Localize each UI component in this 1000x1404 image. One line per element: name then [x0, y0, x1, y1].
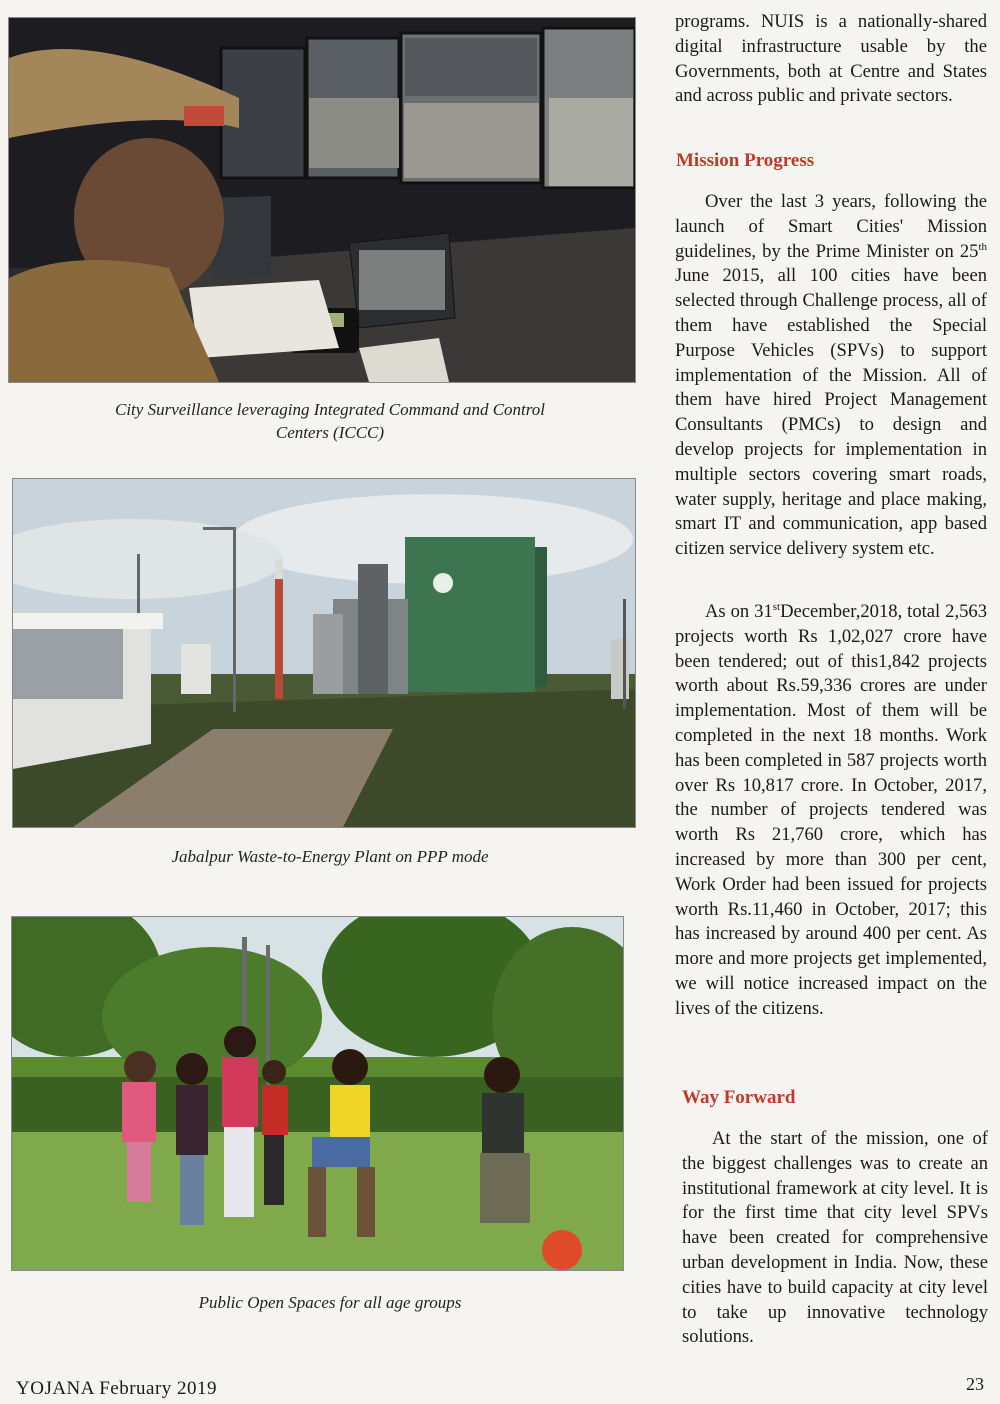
progress-paragraph-1: Over the last 3 years, following the launch of Smart Cities' Mission guidelines, by the Prime Minister on 25th June 2015, all 100 cities have been selected through Challenge process, all of them have established the Special Purpose Vehicles (SPVs) to support implementation of the Mission. All of them have hired Project Management Consultants (PMCs) to design and develop projects for implementation in multiple sectors covering smart roads, water supply, heritage and place making, smart IT and communication, app based citizen service delivery system etc. — [675, 191, 987, 560]
way-forward-heading: Way Forward — [682, 1087, 796, 1108]
plant-photo — [12, 478, 636, 828]
surveillance-photo — [8, 17, 636, 383]
intro-paragraph: programs. NUIS is a nationally-shared digital infrastructure usable by the Governments, both at Centre and States and across public and private sectors. — [675, 11, 987, 107]
caption-park: Public Open Spaces for all age groups — [198, 1293, 462, 1312]
park-photo — [11, 916, 624, 1271]
caption-surveillance: City Surveillance leveraging Integrated Command and Control Centers (ICCC) — [115, 400, 545, 442]
progress-column-2 — [675, 600, 987, 1022]
progress-column-1 — [675, 190, 987, 562]
caption-plant: Jabalpur Waste-to-Energy Plant on PPP mode — [171, 847, 489, 866]
footer-publication: YOJANA February 2019 — [16, 1378, 218, 1399]
article-column — [675, 10, 987, 109]
mission-progress-heading: Mission Progress — [676, 150, 815, 171]
forward-column — [682, 1127, 988, 1350]
page-number: 23 — [966, 1374, 984, 1394]
progress-paragraph-2: As on 31stDecember,2018, total 2,563 projects worth Rs 1,02,027 crore have been tendered; out of this1,842 projects worth about Rs.59,336 crores are under implementation. Most of them will be completed in the next 18 months. Work has been completed in 587 projects worth over Rs 10,817 crore. In October, 2017, the number of projects tendered was worth Rs 21,760 crore, which has increased by more than 300 per cent, Work Order had been issued for projects worth Rs.11,460 in October, 2017; this has increased by around 400 per cent. As more and more projects get implemented, we will notice increased impact on the lives of the citizens. — [675, 600, 987, 1019]
forward-paragraph: At the start of the mission, one of the biggest challenges was to create an institutional framework at city level. It is for the first time that city level SPVs have been created for comprehensive urban development in India. Now, these cities have to build capacity at city level to take up innovative technology solutions. — [682, 1128, 988, 1348]
